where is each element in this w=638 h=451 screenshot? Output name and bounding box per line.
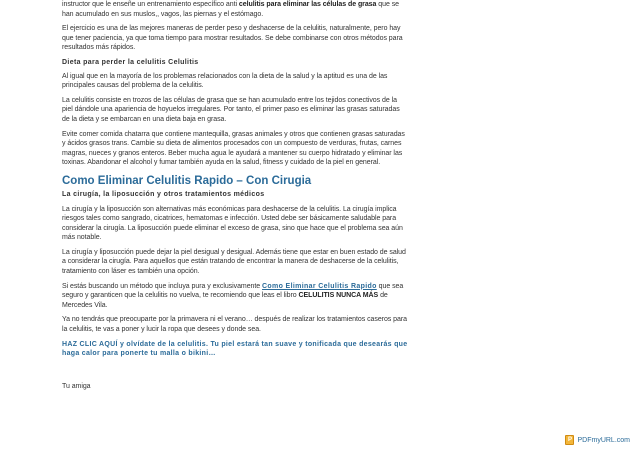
paragraph-9: Ya no tendrás que preocuparte por la primavera ni el verano… después de realizar los tratamientos caseros para la celulitis, te vas a poner y lucir la ropa que desees y donde sea. (62, 316, 407, 334)
call-to-action-link[interactable]: HAZ CLIC AQUÍ y olvídate de la celulitis. Tu piel estará tan suave y tonificada que desearás que haga calor para ponerte tu malla o bikini… (62, 340, 408, 358)
book-link[interactable]: Como Eliminar Celulitis Rapido (262, 282, 377, 290)
signature: Tu amiga (62, 382, 91, 390)
paragraph-4: La celulitis consiste en trozos de las células de grasa que se han acumulado entre los tejidos conectivos de la piel dándole una apariencia de hoyuelos irregulares. Por tanto, el primer paso es eliminar las grasas saturadas de la dieta y se embarcan en una dieta baja en grasa. (62, 96, 400, 123)
paragraph-1: instructor que le enseñe un entrenamiento específico anti celulitis para eliminar las células de grasa que se han acumulado en sus muslos,, vagos, las piernas y el estómago. (62, 1, 399, 18)
paragraph-5: Evite comer comida chatarra que contiene mantequilla, grasas animales y otros que contienen grasas saturadas y ácidos grasos trans. Cambie su dieta de alimentos procesados con un compuesto de verduras, frutas, carnes magras, nueces y granos enteros. Beber mucha agua le ayudará a mantener su cuerpo hidratado y eliminar las toxinas. Abandonar el alcohol y fumar también ayuda en la salud, fitness y cuidado de la piel en general. (62, 130, 405, 167)
paragraph-6: La cirugía y la liposucción son alternativas más económicas para deshacerse de la celulitis. La cirugía implica riesgos tales como sangrado, cicatrices, hematomas e infección. Usted debe ser básicamente saludable para considerar la cirugía. La liposucción puede eliminar el exceso de grasa, sino que hace que el problema sea aún más notable. (62, 205, 403, 242)
footer-text: PDFmyURL.com (577, 436, 630, 444)
subheading-surgery: La cirugía, la liposucción y otros tratamientos médicos (62, 190, 265, 198)
paragraph-8: Si estás buscando un método que incluya pura y exclusivamente Como Eliminar Celulitis Rapido que sea seguro y garanticen que la celulitis no vuelva, te recomiendo que leas el libro CELULITIS NUNCA MÁS de Mercedes Vila. (62, 282, 404, 309)
paragraph-2: El ejercicio es una de las mejores maneras de perder peso y deshacerse de la celulitis, naturalmente, pero hay que tener paciencia, ya que toma tiempo para mostrar resultados. Se debe combinarse con otros métodos para resultados más rápidos. (62, 25, 403, 52)
book-title: CELULITIS NUNCA MÁS (298, 292, 379, 300)
section-heading: Como Eliminar Celulitis Rapido – Con Cirugia (62, 174, 312, 187)
paragraph-3: Al igual que en la mayoría de los problemas relacionados con la dieta de la salud y la aptitud es una de las principales causas del problema de la celulitis. (62, 72, 388, 90)
subheading-diet: Dieta para perder la celulitis Celulitis (62, 58, 199, 66)
pdf-footer[interactable] (565, 435, 630, 445)
bold-text: celulitis para eliminar las células de grasa (238, 1, 377, 8)
paragraph-7: La cirugía y liposucción puede dejar la piel desigual y desigual. Además tiene que estar en buen estado de salud a considerar la cirugía. Para aquellos que están tratando de encontrar la manera de deshacerse de la celulitis, tratamiento con láser es también una opción. (62, 248, 406, 276)
pdf-icon: P (565, 435, 574, 445)
document-page (62, 0, 408, 391)
